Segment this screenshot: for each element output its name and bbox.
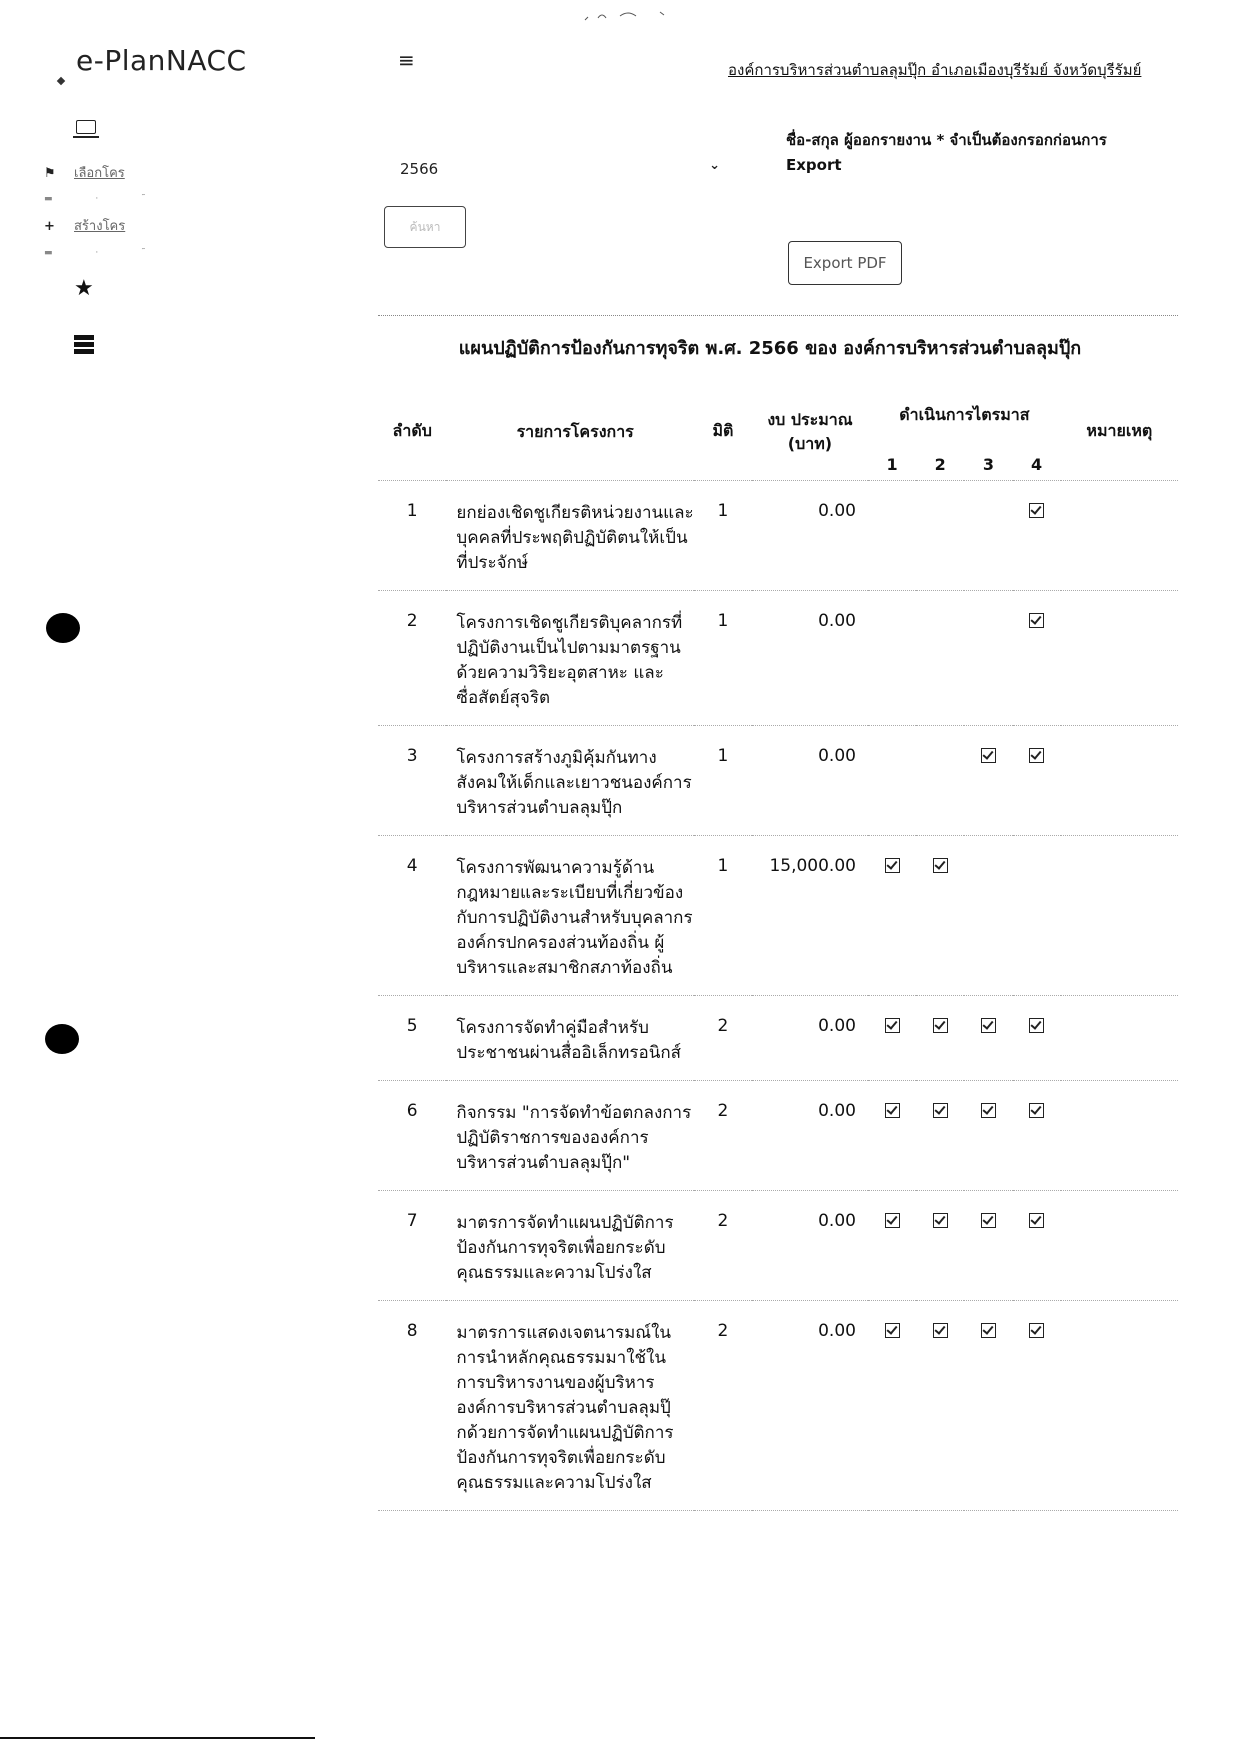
star-icon[interactable]: ★ — [74, 276, 94, 301]
quarter-1-cell — [868, 1300, 916, 1510]
quarter-3-cell — [964, 1300, 1012, 1510]
table-row — [378, 995, 1178, 1080]
header-no: ลำดับ — [392, 421, 432, 441]
quarter-3-cell — [964, 480, 1012, 590]
divider — [378, 315, 1178, 316]
checkbox-checked-icon — [1029, 1018, 1044, 1033]
row-number: 3 — [378, 725, 446, 835]
plus-icon: + — [44, 219, 55, 234]
checkbox-checked-icon — [981, 1323, 996, 1338]
row-number: 7 — [378, 1190, 446, 1300]
project-name: ยกย่องเชิดชูเกียรติหน่วยงานและบุคคลที่ประพฤติปฏิบัติตนให้เป็นที่ประจักษ์ — [446, 480, 694, 590]
dimension-value: 1 — [694, 480, 752, 590]
checkbox-checked-icon — [981, 1103, 996, 1118]
dimension-value: 2 — [694, 1190, 752, 1300]
budget-value: 0.00 — [752, 725, 868, 835]
faint-separator: ▬ · ˜ — [44, 194, 166, 204]
quarter-1-cell — [868, 480, 916, 590]
dimension-value: 1 — [694, 835, 752, 995]
search-button[interactable]: ค้นหา — [384, 206, 466, 248]
table-row — [378, 1300, 1178, 1510]
quarter-3-cell — [964, 1190, 1012, 1300]
note-value — [1061, 835, 1178, 995]
row-number: 5 — [378, 995, 446, 1080]
quarter-3-cell — [964, 725, 1012, 835]
chevron-down-icon: ⌄ — [709, 158, 720, 173]
sidebar-item-create-project[interactable] — [44, 215, 125, 236]
checkbox-checked-icon — [1029, 748, 1044, 763]
note-value — [1061, 1080, 1178, 1190]
sidebar-item-select-project[interactable] — [44, 162, 125, 183]
scan-mark — [580, 8, 700, 24]
note-value — [1061, 480, 1178, 590]
quarter-1-cell — [868, 1190, 916, 1300]
project-name: โครงการเชิดชูเกียรติบุคลากรที่ปฏิบัติงานเป็นไปตามมาตรฐาน ด้วยความวิริยะอุตสาหะ และซื่อสัตย์สุจริต — [446, 590, 694, 725]
sidebar-item-label: สร้างโคร — [74, 219, 126, 234]
report-title: แผนปฏิบัติการป้องกันการทุจริต พ.ศ. 2566 ของ องค์การบริหารส่วนตำบลลุมปุ๊ก — [458, 338, 1082, 359]
checkbox-checked-icon — [1029, 613, 1044, 628]
checkbox-checked-icon — [981, 1018, 996, 1033]
laptop-icon[interactable] — [76, 120, 96, 134]
checkbox-checked-icon — [933, 1323, 948, 1338]
quarter-2-cell — [916, 725, 964, 835]
sidebar-item-label: เลือกโคร — [74, 166, 125, 181]
project-name: โครงการสร้างภูมิคุ้มกันทางสังคมให้เด็กและเยาวชนองค์การบริหารส่วนตำบลลุมปุ๊ก — [446, 725, 694, 835]
quarter-2-cell — [916, 835, 964, 995]
checkbox-checked-icon — [885, 1213, 900, 1228]
header-q2: 2 — [934, 454, 946, 474]
row-number: 4 — [378, 835, 446, 995]
header-q3: 3 — [982, 454, 994, 474]
row-number: 6 — [378, 1080, 446, 1190]
row-number: 8 — [378, 1300, 446, 1510]
footer-rule — [0, 1737, 315, 1739]
table-row — [378, 1190, 1178, 1300]
menu-toggle-icon[interactable]: ≡ — [398, 48, 415, 72]
quarter-4-cell — [1013, 1300, 1061, 1510]
quarter-4-cell — [1013, 1080, 1061, 1190]
quarter-2-cell — [916, 590, 964, 725]
quarter-2-cell — [916, 1300, 964, 1510]
table-row — [378, 590, 1178, 725]
quarter-3-cell — [964, 1080, 1012, 1190]
brand-mark — [57, 77, 65, 85]
note-value — [1061, 725, 1178, 835]
note-value — [1061, 1300, 1178, 1510]
project-name: มาตรการจัดทำแผนปฏิบัติการป้องกันการทุจริตเพื่อยกระดับคุณธรรมและความโปร่งใส — [446, 1190, 694, 1300]
row-number: 2 — [378, 590, 446, 725]
header-project-name: รายการโครงการ — [516, 422, 634, 442]
quarter-2-cell — [916, 1080, 964, 1190]
project-name: โครงการพัฒนาความรู้ด้านกฎหมายและระเบียบที่เกี่ยวข้องกับการปฏิบัติงานสำหรับบุคลากรองค์กรปกครองส่วนท้องถิ่น ผู้บริหารและสมาชิกสภาท้องถิ่น — [446, 835, 694, 995]
header-q4: 4 — [1031, 454, 1043, 474]
note-value — [1061, 590, 1178, 725]
budget-value: 0.00 — [752, 1080, 868, 1190]
quarter-4-cell — [1013, 480, 1061, 590]
header-quarters: ดำเนินการไตรมาส — [899, 405, 1030, 424]
note-value — [1061, 995, 1178, 1080]
checkbox-checked-icon — [885, 1103, 900, 1118]
dimension-value: 1 — [694, 725, 752, 835]
quarter-1-cell — [868, 995, 916, 1080]
faint-separator: ▬ · ˜ — [44, 248, 166, 258]
table-row — [378, 1080, 1178, 1190]
checkbox-checked-icon — [885, 858, 900, 873]
project-name: โครงการจัดทำคู่มือสำหรับประชาชนผ่านสื่ออิเล็กทรอนิกส์ — [446, 995, 694, 1080]
dimension-value: 1 — [694, 590, 752, 725]
budget-value: 0.00 — [752, 1300, 868, 1510]
quarter-1-cell — [868, 725, 916, 835]
app-brand[interactable]: e-PlanNACC — [76, 44, 247, 77]
checkbox-checked-icon — [933, 1213, 948, 1228]
year-select-value: 2566 — [400, 160, 439, 178]
punch-hole — [45, 1024, 79, 1054]
header-q1: 1 — [886, 454, 898, 474]
quarter-2-cell — [916, 1190, 964, 1300]
table-row — [378, 835, 1178, 995]
checkbox-checked-icon — [885, 1018, 900, 1033]
plan-table — [378, 384, 1178, 1511]
quarter-2-cell — [916, 995, 964, 1080]
quarter-2-cell — [916, 480, 964, 590]
budget-value: 0.00 — [752, 995, 868, 1080]
quarter-4-cell — [1013, 835, 1061, 995]
header-note: หมายเหตุ — [1086, 421, 1153, 441]
reporter-name-label: ชื่อ-สกุล ผู้ออกรายงาน * จำเป็นต้องกรอกก่อนการ Export — [786, 131, 1107, 174]
header-budget: งบ ประมาณ (บาท) — [767, 409, 853, 453]
dimension-value: 2 — [694, 1080, 752, 1190]
quarter-1-cell — [868, 590, 916, 725]
server-icon[interactable] — [74, 335, 94, 356]
note-value — [1061, 1190, 1178, 1300]
quarter-4-cell — [1013, 590, 1061, 725]
project-name: กิจกรรม "การจัดทำข้อตกลงการปฏิบัติราชการขององค์การบริหารส่วนตำบลลุมปุ๊ก" — [446, 1080, 694, 1190]
quarter-4-cell — [1013, 995, 1061, 1080]
export-pdf-button[interactable]: Export PDF — [788, 241, 902, 285]
checkbox-checked-icon — [1029, 1323, 1044, 1338]
dimension-value: 2 — [694, 995, 752, 1080]
checkbox-checked-icon — [933, 1018, 948, 1033]
checkbox-checked-icon — [981, 1213, 996, 1228]
checkbox-checked-icon — [1029, 1213, 1044, 1228]
budget-value: 0.00 — [752, 590, 868, 725]
budget-value: 0.00 — [752, 480, 868, 590]
quarter-4-cell — [1013, 725, 1061, 835]
checkbox-checked-icon — [933, 1103, 948, 1118]
dimension-value: 2 — [694, 1300, 752, 1510]
header-dimension: มิติ — [712, 421, 734, 441]
table-row — [378, 725, 1178, 835]
checkbox-checked-icon — [933, 858, 948, 873]
punch-hole — [46, 613, 80, 643]
quarter-3-cell — [964, 590, 1012, 725]
table-row — [378, 480, 1178, 590]
budget-value: 15,000.00 — [752, 835, 868, 995]
project-name: มาตรการแสดงเจตนารมณ์ในการนำหลักคุณธรรมมาใช้ในการบริหารงานของผู้บริหารองค์การบริหารส่วนตำบลลุมปุ๊กด้วยการจัดทำแผนปฏิบัติการป้องกันการทุจริตเพื่อยกระดับคุณธรรมและความโปร่งใส — [446, 1300, 694, 1510]
quarter-4-cell — [1013, 1190, 1061, 1300]
quarter-3-cell — [964, 995, 1012, 1080]
quarter-3-cell — [964, 835, 1012, 995]
checkbox-checked-icon — [981, 748, 996, 763]
checkbox-checked-icon — [1029, 503, 1044, 518]
checkbox-checked-icon — [885, 1323, 900, 1338]
organization-link[interactable]: องค์การบริหารส่วนตำบลลุมปุ๊ก อำเภอเมืองบุรีรัมย์ จังหวัดบุรีรัมย์ — [728, 61, 1142, 79]
row-number: 1 — [378, 480, 446, 590]
budget-value: 0.00 — [752, 1190, 868, 1300]
checkbox-checked-icon — [1029, 1103, 1044, 1118]
year-select[interactable] — [400, 158, 722, 184]
quarter-1-cell — [868, 1080, 916, 1190]
quarter-1-cell — [868, 835, 916, 995]
flag-icon: ⚑ — [44, 166, 56, 181]
